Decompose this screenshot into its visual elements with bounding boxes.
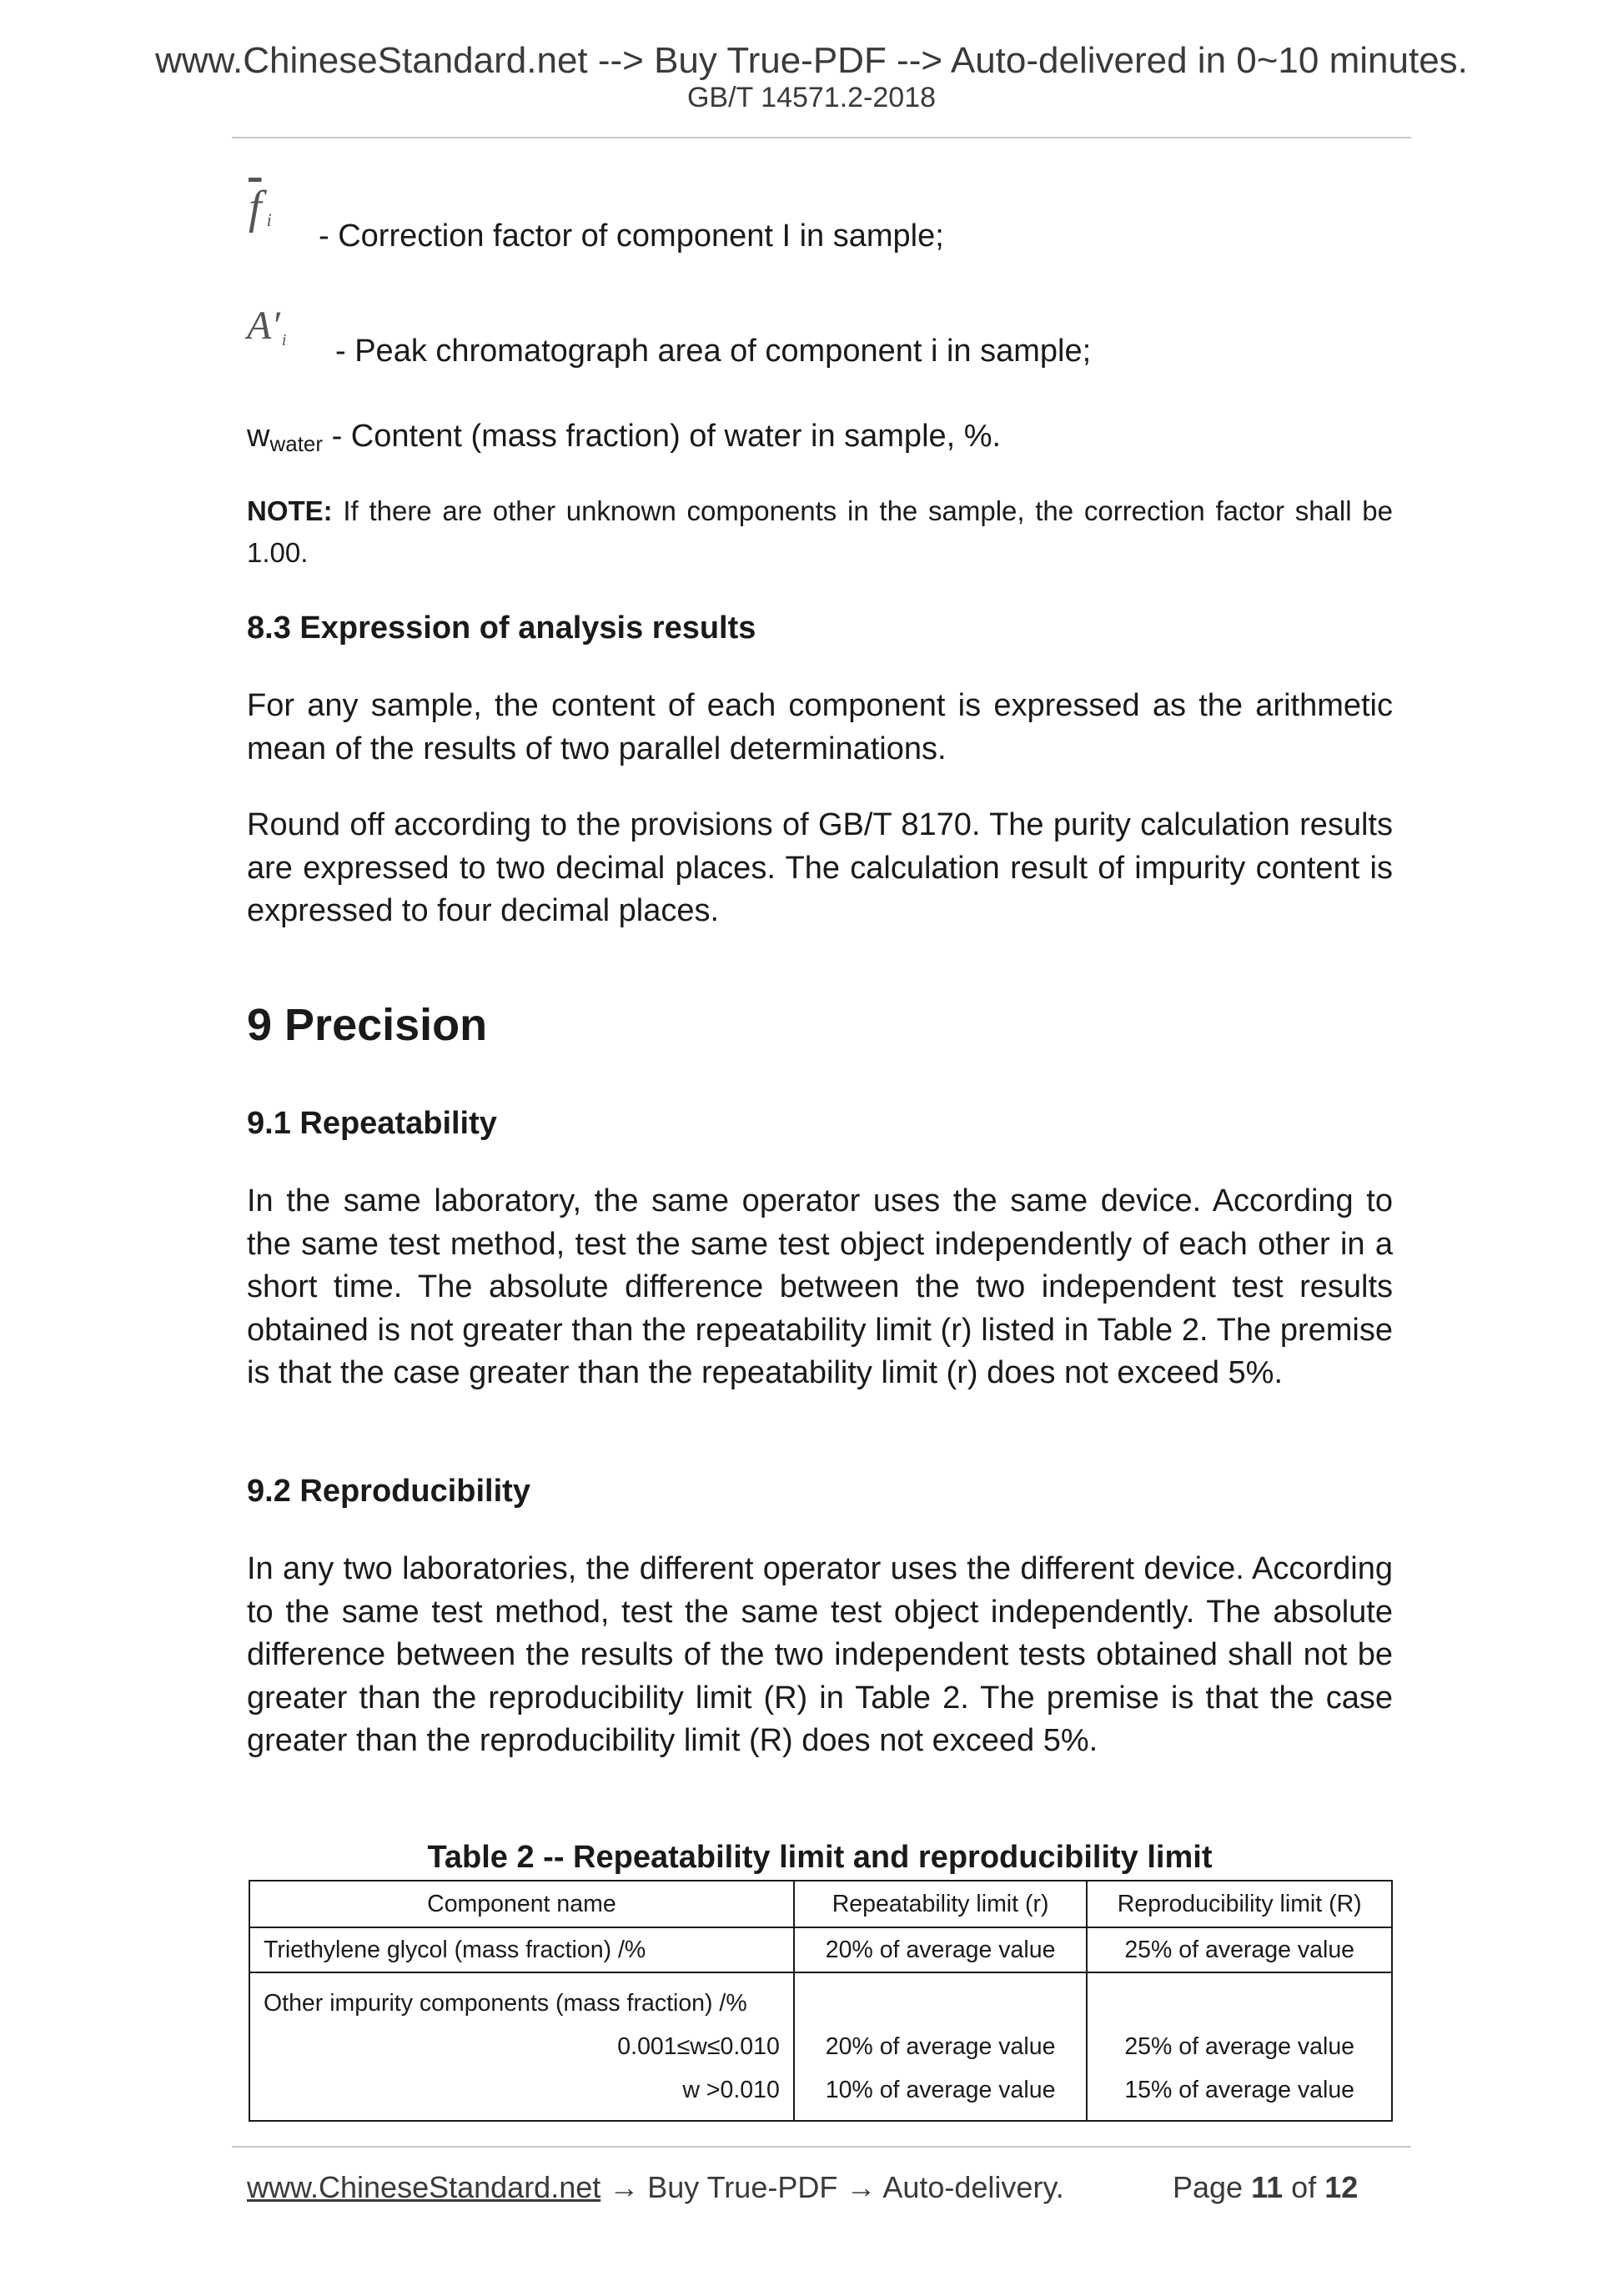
symbol-f: $\overline{f}$ [249,182,262,234]
symbol-a-prime [247,304,286,363]
header-banner: www.ChineseStandard.net --> Buy True-PDF --> Auto-delivered in 0~10 minutes. [155,40,1468,81]
header-repeatability: Repeatability limit (r) [794,1881,1088,1927]
paragraph-9-1: In the same laboratory, the same operator uses the same device. According to the same test method, test the same test object independently of each other in a short time. The absolute difference between the two independent test results obtained is not greater than the repeatability limit (r) listed in Table 2. The premise is that the case greater than the repeatability limit (r) does not exceed 5%. [247,1183,1393,1390]
definition-a-text: - Peak chromatograph area of component i in sample; [335,334,1092,369]
standard-number: GB/T 14571.2-2018 [686,82,937,113]
table-row [249,1972,1392,2121]
definition-w [247,415,1393,465]
symbol-w-sub: water [269,431,324,456]
symbol-a: A′ [247,304,280,348]
paragraph-8-3-1: For any sample, the content of each component is expressed as the arithmetic mean of the results of two parallel determinations. [247,688,1393,766]
cell-reproducibility-group [1087,1972,1392,2121]
footer-left [247,2170,1064,2205]
symbol-f-bar [249,182,272,245]
heading-9-1: 9.1 Repeatability [247,1106,497,1141]
page-label: Page [1173,2170,1244,2204]
heading-8-3: 8.3 Expression of analysis results [247,610,756,646]
page-of: of [1291,2170,1317,2204]
table-caption: Table 2 -- Repeatability limit and reproducibility limit [427,1840,1213,1875]
symbol-a-sub: i [281,331,287,349]
definition-f-text: - Correction factor of component I in sample; [319,219,944,254]
cell-repeatability-1: 20% of average value [825,2033,1056,2060]
precision-table [249,1880,1393,2122]
cell-reproducibility-1: 25% of average value [1124,2033,1355,2060]
cell-component-group [249,1972,794,2121]
header-divider [232,137,1411,138]
heading-9-2: 9.2 Reproducibility [247,1474,530,1509]
table-row [249,1927,1392,1972]
cell-range-1: 0.001≤w≤0.010 [617,2033,780,2060]
table-header-row [249,1881,1392,1927]
page-current: 11 [1251,2170,1284,2204]
footer-divider [232,2146,1411,2148]
cell-repeatability-2: 10% of average value [825,2077,1056,2103]
cell-reproducibility-2: 15% of average value [1124,2077,1355,2103]
heading-9: 9 Precision [247,1000,488,1050]
definition-w-text: - Content (mass fraction) of water in sample, %. [331,419,1002,454]
symbol-w: w [247,419,270,454]
symbol-f-sub: i [266,209,272,230]
paragraph-8-3-2: Round off according to the provisions of GB/T 8170. The purity calculation results are expressed to two decimal places. The calculation result of impurity content is expressed to four decimal places. [247,807,1393,928]
cell-repeatability-group [794,1972,1088,2121]
cell-group-label: Other impurity components (mass fraction) /% [264,1990,747,2017]
cell-component: Triethylene glycol (mass fraction) /% [249,1927,794,1972]
note-paragraph [247,490,1393,574]
cell-repeatability: 20% of average value [794,1927,1088,1972]
note-text: If there are other unknown components in the sample, the correction factor shall be 1.00. [247,495,1393,568]
page-total: 12 [1324,2170,1359,2204]
cell-range-2: w >0.010 [682,2077,780,2103]
note-label: NOTE: [247,495,333,526]
footer-link[interactable]: www.ChineseStandard.net [247,2170,601,2204]
header-component-name: Component name [249,1881,794,1927]
cell-reproducibility: 25% of average value [1087,1927,1392,1972]
footer-text: → Buy True-PDF → Auto-delivery. [609,2170,1064,2204]
page-indicator [1173,2170,1358,2205]
paragraph-9-2: In any two laboratories, the different operator uses the different device. According to the same test method, test the same test object independently. The absolute difference between the results of the two independent tests obtained shall not be greater than the reproducibility limit (R) in Table 2. The premise is that the case greater than the reproducibility limit (R) does not exceed 5%. [247,1551,1393,1758]
header-reproducibility: Reproducibility limit (R) [1087,1881,1392,1927]
